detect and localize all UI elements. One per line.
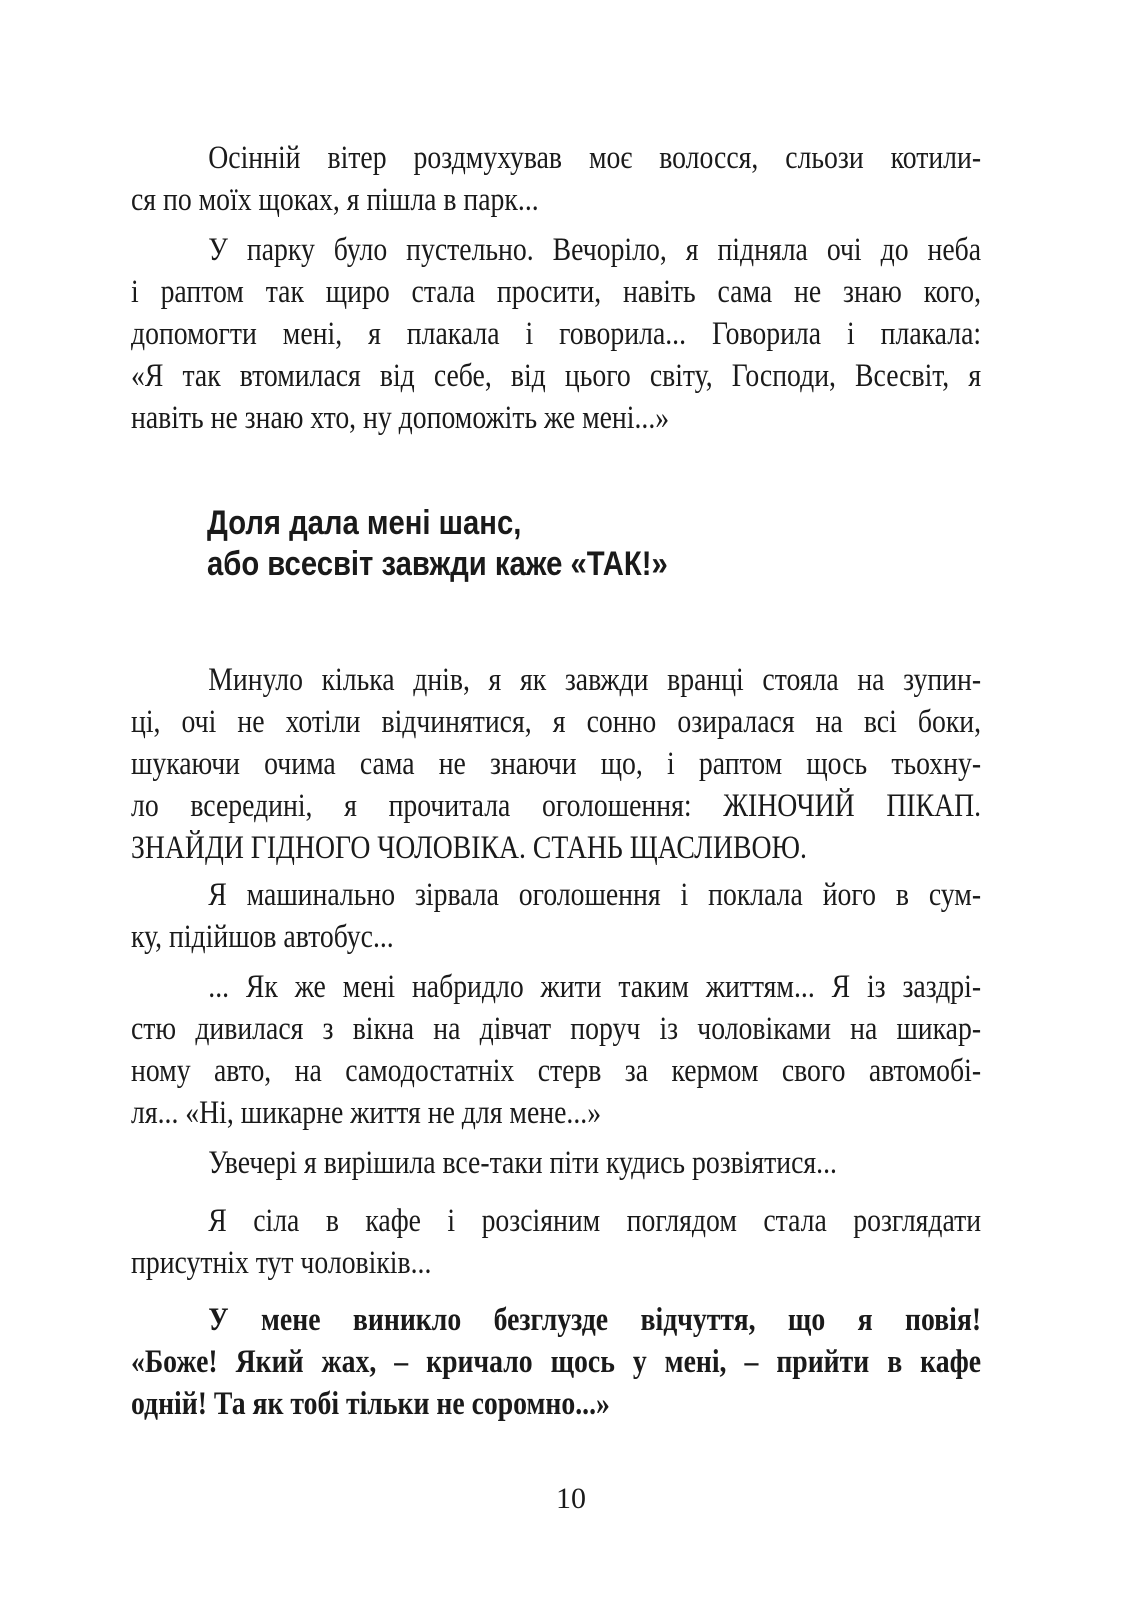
paragraph-bold	[131, 1299, 981, 1425]
text-line: Минуло кілька днів, я як завжди вранці стояла на зупин-	[208, 662, 982, 698]
text-line: «Боже! Який жах, – кричало щось у мені, – прийти в кафе	[131, 1344, 982, 1380]
paragraph	[131, 137, 981, 221]
text-line: одній! Та як тобі тільки не соромно...»	[131, 1386, 610, 1422]
paragraph	[131, 1200, 981, 1284]
text-line: Я машинально зірвала оголошення і поклала його в сум-	[208, 877, 982, 913]
text-line: «Я так втомилася від себе, від цього світу, Господи, Всесвіт, я	[131, 358, 982, 394]
text-line: Я сіла в кафе і розсіяним поглядом стала розглядати	[208, 1203, 982, 1239]
text-line: навіть не знаю хто, ну допоможіть же мені...»	[131, 400, 670, 436]
text-line: ло всередині, я прочитала оголошення: ЖІНОЧИЙ ПІКАП.	[131, 788, 982, 824]
paragraph	[131, 874, 981, 958]
text-line: і раптом так щиро стала просити, навіть сама не знаю кого,	[131, 274, 982, 310]
text-line: ля... «Ні, шикарне життя не для мене...»	[131, 1095, 602, 1131]
text-line: присутніх тут чоловіків...	[131, 1245, 432, 1281]
heading-line: або всесвіт завжди каже «ТАК!»	[207, 545, 668, 583]
text-line: ці, очі не хотіли відчинятися, я сонно озиралася на всі боки,	[131, 704, 982, 740]
text-line: Осінній вітер роздмухував моє волосся, сльози котили-	[208, 140, 982, 176]
text-line: У парку було пустельно. Вечоріло, я підняла очі до неба	[208, 232, 982, 268]
text-line: Увечері я вирішила все-таки піти кудись розвіятися...	[208, 1145, 837, 1181]
paragraph	[131, 966, 981, 1134]
text-line: ... Як же мені набридло жити таким життям... Я із заздрі-	[208, 969, 982, 1005]
paragraph	[131, 659, 981, 869]
text-line: стю дивилася з вікна на дівчат поруч із чоловіками на шикар-	[131, 1011, 982, 1047]
text-line: У мене виникло безглузде відчуття, що я повія!	[208, 1302, 982, 1338]
page-number: 10	[556, 1482, 586, 1515]
text-line: ся по моїх щоках, я пішла в парк...	[131, 182, 539, 218]
text-line: шукаючи очима сама не знаючи що, і раптом щось тьохну-	[131, 746, 982, 782]
heading-line: Доля дала мені шанс,	[207, 504, 522, 542]
section-heading	[207, 503, 743, 585]
text-line: ку, підійшов автобус...	[131, 919, 394, 955]
text-line: ному авто, на самодостатніх стерв за кермом свого автомобі-	[131, 1053, 982, 1089]
paragraph	[131, 229, 981, 439]
paragraph	[131, 1142, 981, 1184]
text-line: ЗНАЙДИ ГІДНОГО ЧОЛОВІКА. СТАНЬ ЩАСЛИВОЮ.	[131, 830, 807, 866]
text-line: допомогти мені, я плакала і говорила... Говорила і плакала:	[131, 316, 982, 352]
